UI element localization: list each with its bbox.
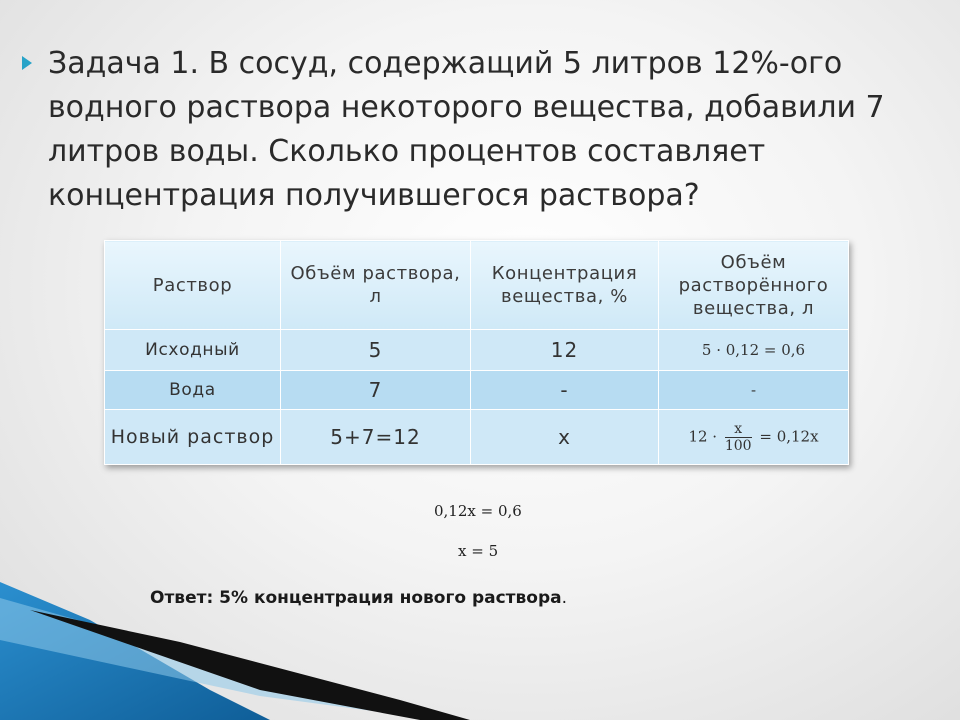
cell-name: Вода	[105, 371, 281, 410]
equation-1: 0,12x = 0,6	[434, 502, 522, 520]
problem-text: Задача 1. В сосуд, содержащий 5 литров 12%-ого водного раствора некоторого вещества, добавили 7 литров воды. Сколько процентов составляет концентрация получившегося раствора?	[48, 46, 885, 213]
cell-name: Новый раствор	[105, 410, 281, 465]
cell-name: Исходный	[105, 330, 281, 371]
header-volume: Объём раствора, л	[281, 241, 471, 330]
equation-2: x = 5	[458, 542, 499, 560]
header-concentration: Концентрация вещества, %	[471, 241, 659, 330]
cell-volume: 5	[281, 330, 471, 371]
cell-volume: 7	[281, 371, 471, 410]
header-dissolved: Объём растворённого вещества, л	[659, 241, 849, 330]
cell-concentration: -	[471, 371, 659, 410]
answer-bold: Ответ: 5% концентрация нового раствора	[150, 588, 562, 608]
cell-dissolved: -	[659, 371, 849, 410]
fraction-numerator: x	[725, 421, 752, 438]
header-solution: Раствор	[105, 241, 281, 330]
cell-dissolved: 5 · 0,12 = 0,6	[659, 330, 849, 371]
cell-volume: 5+7=12	[281, 410, 471, 465]
formula-prefix: 12 ·	[688, 427, 718, 445]
cell-concentration: x	[471, 410, 659, 465]
cell-concentration: 12	[471, 330, 659, 371]
formula-suffix: = 0,12x	[759, 427, 819, 445]
answer-period: .	[561, 588, 568, 608]
fraction-denominator: 100	[724, 437, 752, 454]
